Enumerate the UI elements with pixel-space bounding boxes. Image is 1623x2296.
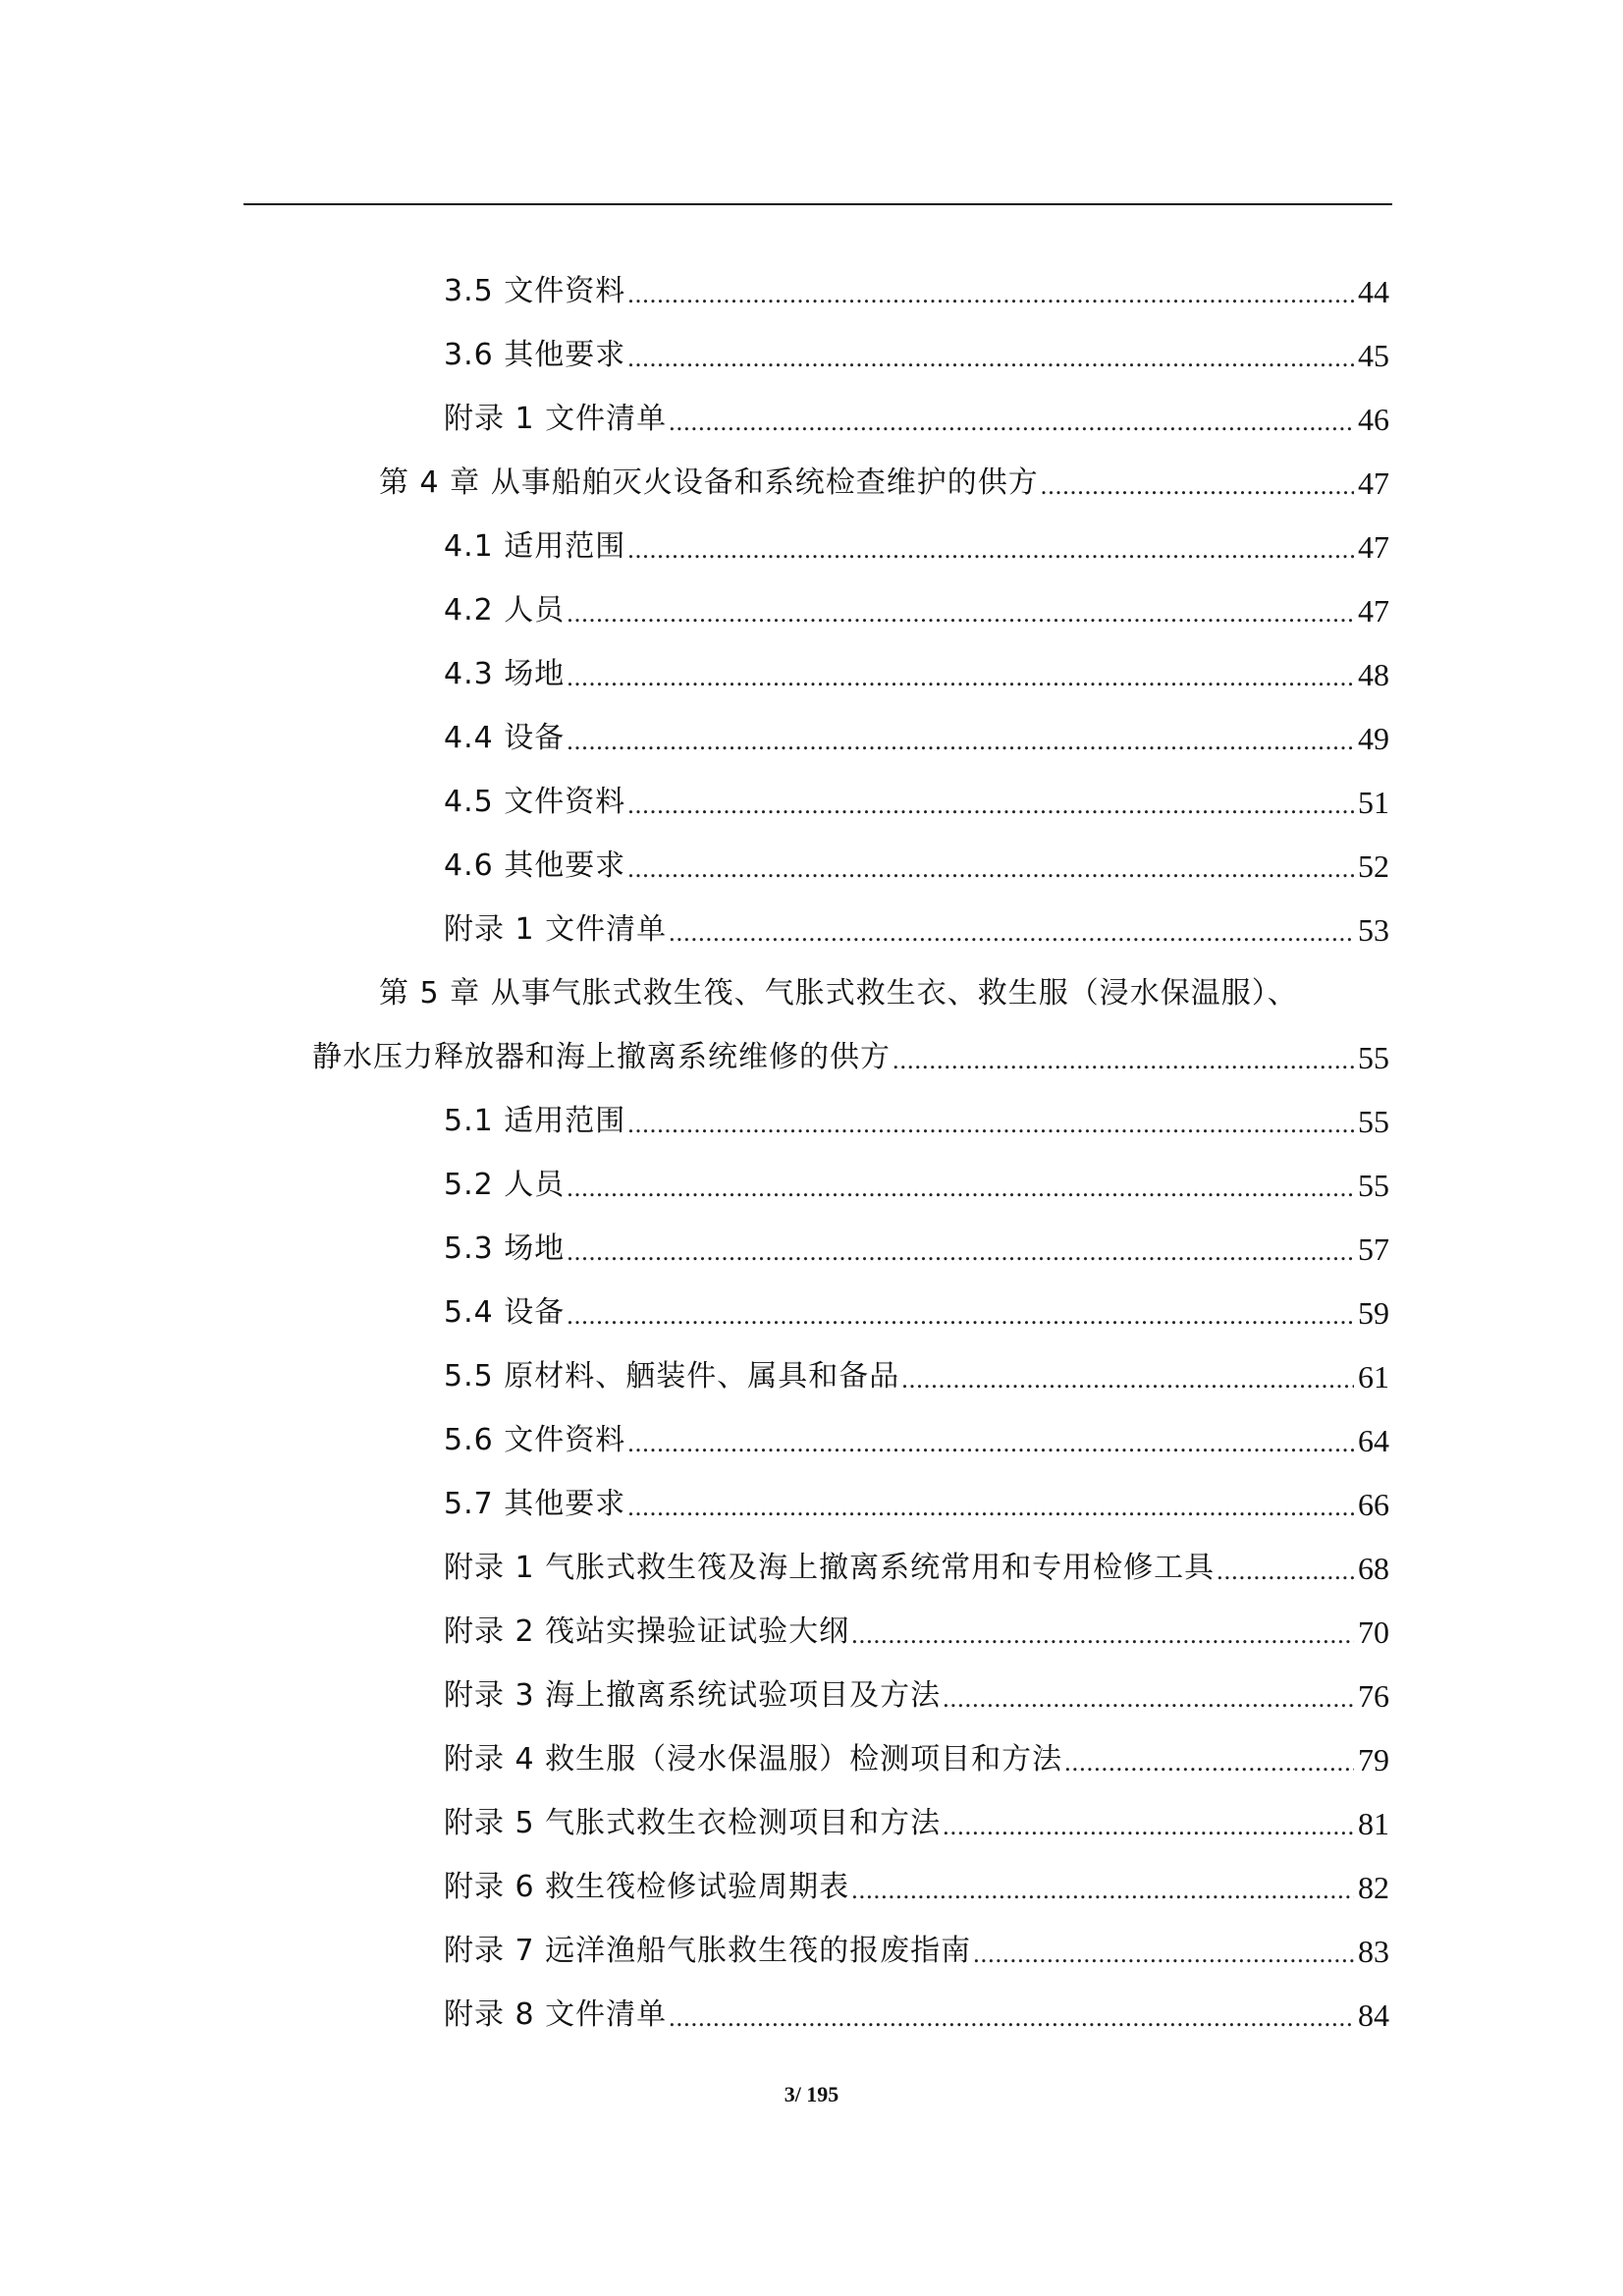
toc-entry-page-number: 47: [1358, 593, 1389, 629]
toc-entry-label: 第 4 章 从事船舶灭火设备和系统检查维护的供方: [379, 465, 1039, 500]
toc-dot-leader: [625, 1421, 1354, 1460]
toc-dot-leader: [1062, 1740, 1354, 1779]
toc-dot-leader: [667, 910, 1354, 950]
toc-entry-label: 附录 4 救生服（浸水保温服）检测项目和方法: [444, 1742, 1063, 1777]
toc-entry-label: 4.5 文件资料: [444, 785, 626, 819]
toc-entry-label: 4.3 场地: [444, 657, 566, 691]
toc-entry-page-number: 55: [1358, 1168, 1389, 1203]
toc-entry-4-5[interactable]: [444, 783, 1389, 822]
toc-entry-label: 附录 5 气胀式救生衣检测项目和方法: [444, 1806, 942, 1840]
toc-entry-page-number: 57: [1358, 1231, 1389, 1267]
toc-entry-label: 5.2 人员: [444, 1168, 566, 1202]
toc-dot-leader: [891, 1038, 1354, 1077]
toc-dot-leader: [971, 1932, 1354, 1971]
toc-entry-page-number: 55: [1358, 1040, 1389, 1075]
page-number-footer: 3/ 195: [784, 2082, 839, 2106]
toc-dot-leader: [941, 1676, 1354, 1716]
toc-entry-label: 附录 8 文件清单: [444, 1997, 668, 2032]
toc-dot-leader: [625, 783, 1354, 822]
toc-entry-page-number: 49: [1358, 721, 1389, 756]
toc-entry-label: 附录 3 海上撤离系统试验项目及方法: [444, 1678, 942, 1713]
toc-entry-label: 4.2 人员: [444, 593, 566, 628]
toc-entry-label: 5.1 适用范围: [444, 1104, 626, 1138]
toc-entry-label: 5.4 设备: [444, 1295, 566, 1330]
toc-entry-ch5-appendix-8[interactable]: [444, 1995, 1389, 2035]
toc-entry-4-1[interactable]: [444, 527, 1389, 567]
toc-entry-5-3[interactable]: [444, 1230, 1389, 1269]
toc-entry-page-number: 46: [1358, 402, 1389, 437]
toc-entry-ch5-appendix-5[interactable]: [444, 1804, 1389, 1843]
toc-dot-leader: [565, 591, 1354, 630]
toc-entry-page-number: 47: [1358, 465, 1389, 501]
toc-entry-page-number: 59: [1358, 1295, 1389, 1331]
toc-entry-page-number: 47: [1358, 529, 1389, 565]
toc-entry-label: 5.7 其他要求: [444, 1487, 626, 1521]
toc-entry-page-number: 81: [1358, 1806, 1389, 1841]
toc-entry-label: 4.4 设备: [444, 721, 566, 755]
toc-entry-ch5-appendix-4[interactable]: [444, 1740, 1389, 1779]
toc-entry-3-6[interactable]: [444, 336, 1389, 375]
toc-entry-page-number: 45: [1358, 338, 1389, 373]
toc-entry-ch4-appendix-1[interactable]: [444, 910, 1389, 950]
toc-entry-page-number: 51: [1358, 785, 1389, 820]
toc-entry-page-number: 76: [1358, 1678, 1389, 1714]
toc-entry-ch5-appendix-3[interactable]: [444, 1676, 1389, 1716]
toc-dot-leader: [625, 1102, 1354, 1141]
toc-entry-4-4[interactable]: [444, 719, 1389, 758]
toc-entry-label: 5.3 场地: [444, 1231, 566, 1266]
toc-entry-ch5-appendix-2[interactable]: [444, 1613, 1389, 1652]
toc-dot-leader: [565, 719, 1354, 758]
toc-entry-label: 附录 7 远洋渔船气胀救生筏的报废指南: [444, 1934, 972, 1968]
toc-entry-ch5-appendix-7[interactable]: [444, 1932, 1389, 1971]
toc-entry-ch5-appendix-1[interactable]: [444, 1549, 1389, 1588]
toc-entry-page-number: 68: [1358, 1551, 1389, 1586]
toc-entry-5-5[interactable]: [444, 1357, 1389, 1396]
toc-entry-page-number: 53: [1358, 912, 1389, 948]
toc-entry-page-number: 70: [1358, 1614, 1389, 1650]
toc-entry-label: 附录 1 文件清单: [444, 912, 668, 947]
toc-entry-page-number: 48: [1358, 657, 1389, 692]
toc-entry-page-number: 84: [1358, 1997, 1389, 2033]
toc-entry-page-number: 82: [1358, 1870, 1389, 1905]
toc-entry-5-1[interactable]: [444, 1102, 1389, 1141]
toc-entry-chapter-5-first-line[interactable]: 第 5 章 从事气胀式救生筏、气胀式救生衣、救生服（浸水保温服）、: [379, 976, 1298, 1011]
toc-dot-leader: [941, 1804, 1354, 1843]
toc-dot-leader: [625, 336, 1354, 375]
toc-entry-4-6[interactable]: [444, 847, 1389, 886]
toc-dot-leader: [565, 1293, 1354, 1333]
toc-dot-leader: [1039, 464, 1354, 503]
toc-dot-leader: [565, 1230, 1354, 1269]
toc-entry-page-number: 55: [1358, 1104, 1389, 1139]
toc-entry-label: 附录 6 救生筏检修试验周期表: [444, 1870, 850, 1904]
toc-entry-chapter-5[interactable]: [312, 1038, 1389, 1077]
toc-entry-page-number: 44: [1358, 274, 1389, 309]
toc-dot-leader: [899, 1357, 1354, 1396]
toc-entry-ch3-appendix-1[interactable]: [444, 400, 1389, 439]
toc-entry-label: 4.1 适用范围: [444, 529, 626, 564]
toc-entry-label: 5.6 文件资料: [444, 1423, 626, 1457]
toc-dot-leader: [1215, 1549, 1354, 1588]
toc-dot-leader: [625, 527, 1354, 567]
toc-entry-5-4[interactable]: [444, 1293, 1389, 1333]
toc-entry-label: 3.6 其他要求: [444, 338, 626, 372]
toc-entry-page-number: 52: [1358, 848, 1389, 884]
toc-entry-5-2[interactable]: [444, 1166, 1389, 1205]
toc-entry-label: 3.5 文件资料: [444, 274, 626, 308]
toc-dot-leader: [667, 1995, 1354, 2035]
toc-entry-4-2[interactable]: [444, 591, 1389, 630]
toc-entry-ch5-appendix-6[interactable]: [444, 1868, 1389, 1907]
toc-entry-label: 附录 2 筏站实操验证试验大纲: [444, 1614, 850, 1649]
toc-entry-page-number: 79: [1358, 1742, 1389, 1777]
toc-entry-page-number: 64: [1358, 1423, 1389, 1458]
toc-entry-3-5[interactable]: [444, 272, 1389, 311]
toc-entry-4-3[interactable]: [444, 655, 1389, 694]
toc-entry-label: 附录 1 气胀式救生筏及海上撤离系统常用和专用检修工具: [444, 1551, 1216, 1585]
toc-entry-label: 4.6 其他要求: [444, 848, 626, 883]
toc-entry-page-number: 66: [1358, 1487, 1389, 1522]
toc-dot-leader: [565, 1166, 1354, 1205]
toc-dot-leader: [625, 847, 1354, 886]
toc-entry-5-7[interactable]: [444, 1485, 1389, 1524]
toc-dot-leader: [625, 1485, 1354, 1524]
toc-entry-page-number: 83: [1358, 1934, 1389, 1969]
toc-entry-chapter-4[interactable]: [379, 464, 1389, 503]
toc-dot-leader: [565, 655, 1354, 694]
toc-entry-page-number: 61: [1358, 1359, 1389, 1394]
toc-entry-label: 5.5 原材料、舾装件、属具和备品: [444, 1359, 900, 1394]
toc-dot-leader: [849, 1613, 1354, 1652]
toc-entry-label: 静水压力释放器和海上撤离系统维修的供方: [312, 1040, 891, 1074]
toc-dot-leader: [625, 272, 1354, 311]
toc-entry-label: 附录 1 文件清单: [444, 402, 668, 436]
toc-dot-leader: [849, 1868, 1354, 1907]
toc-dot-leader: [667, 400, 1354, 439]
toc-entry-5-6[interactable]: [444, 1421, 1389, 1460]
